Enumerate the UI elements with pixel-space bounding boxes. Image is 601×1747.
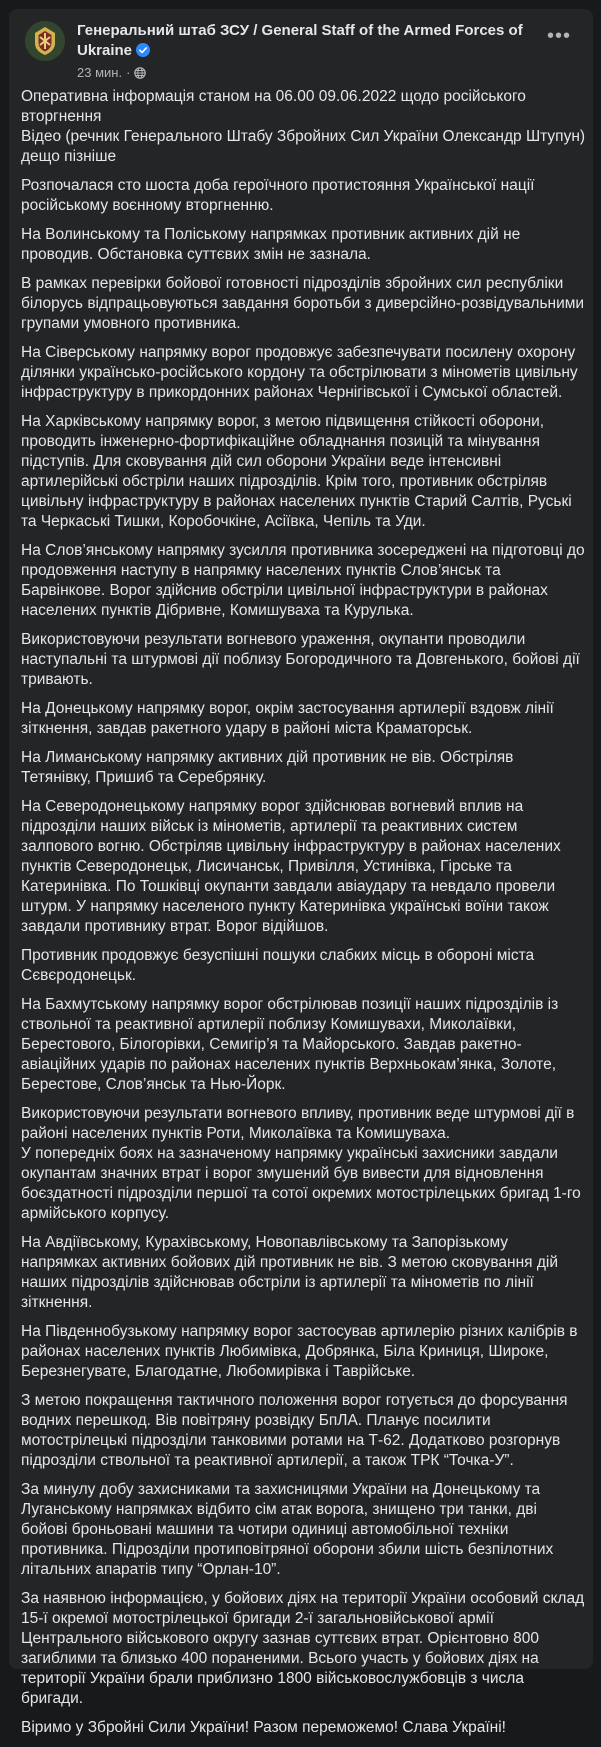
- post-paragraph: На Бахмутському напрямку ворог обстрілював позиції наших підрозділів із ствольної та реактивної артилерії поблизу Комишувахи, Миколаївки, Берестового, Білогорівки, Семигір’я та Майорського. Завдав ракетно-авіаційних ударів по районах населених пунктів Верхньокам’янка, Золоте, Берестове, Слов’янськ та Нью-Йорк.: [21, 996, 559, 1093]
- post-paragraph: На Северодонецькому напрямку ворог здійснював вогневий вплив на підрозділи наших військ із мінометів, артилерії та реактивних систем залпового вогню. Обстріляв цивільну інфраструктуру в районах населених пунктів Северодонецьк, Лисичанськ, Привілля, Устинівка, Гірське та Катеринівка. По Тошківці окупанти завдали авіаудару та невдало провели штурм. У напрямку населеного пункту Катеринівка українські воїни також завдали противнику втрат. Ворог відійшов.: [21, 798, 561, 935]
- post-header: [25, 21, 577, 83]
- post-paragraph: На Слов’янському напрямку зусилля противника зосереджені на підготовці до продовження наступу в напрямку населених пунктів Слов’янськ та Барвінкове. Ворог здійснив обстріли цивільної інфраструктури в районах населених пунктів Дібривне, Комишуваха та Курулька.: [21, 542, 585, 619]
- post-text: [21, 87, 586, 1747]
- post-paragraph: На Авдіївському, Курахівському, Новопавлівському та Запорізькому напрямках активних бойових дій противник не вів. З метою сковування дій наших підрозділів здійснював обстріли із артилерії та мінометів по лінії зіткнення.: [21, 1234, 559, 1311]
- more-options-icon[interactable]: •••: [546, 25, 571, 47]
- post-paragraph: На Донецькому напрямку ворог, окрім застосування артилерії вздовж лінії зіткнення, завдав ракетного удару в районі міста Краматорськ.: [21, 700, 554, 737]
- post-paragraph: За минулу добу захисниками та захисницями України на Донецькому та Луганському напрямках відбито сім атак ворога, знищено три танки, дві бойові броньовані машини та чотири одиниці автомобільної техніки противника. Підрозділи протиповітряної оборони збили шість безпілотних літальних апаратів типу “Орлан-10”.: [21, 1481, 554, 1578]
- page-name[interactable]: Генеральний штаб ЗСУ / General Staff of the Armed Forces of Ukraine: [77, 22, 523, 59]
- post-paragraph: На Волинському та Поліському напрямках противник активних дій не проводив. Обстановка суттєвих змін не зазнала.: [21, 226, 521, 263]
- post-paragraph: Противник продовжує безуспішні пошуки слабких місць в обороні міста Сєвєродонецьк.: [21, 947, 535, 984]
- post-paragraph: На Сіверському напрямку ворог продовжує забезпечувати посилену охорону ділянки українсько-російського кордону та обстрілювати з мінометів цивільну інфраструктуру в прикордонних районах Чернігівської і Сумської областей.: [21, 344, 578, 401]
- post-paragraph: За наявною інформацією, у бойових діях на території України особовий склад 15-ї окремої мотострілецької бригади 2-ї загальновійськової армії Центрального військового округу зазнав суттєвих втрат. Орієнтовно 800 загиблими та близько 400 пораненими. Всього участь у бойових діях на території України брали приблизно 1800 військовослужбовців з числа бригади.: [21, 1590, 585, 1707]
- post-paragraph: В рамках перевірки бойової готовності підрозділів збройних сил республіки білорусь відпрацьовуються завдання боротьби з диверсійно-розвідувальними групами умовного противника.: [21, 275, 585, 332]
- post-paragraph: З метою покращення тактичного положення ворог готується до форсування водних перешкод. Вів повітряну розвідку БпЛА. Планує посилити мотострілецькі підрозділи танковими ротами на Т-62. Додатково розгорнув підрозділи ствольної та реактивної артилерії, а також ТРК “Точка-У”.: [21, 1392, 568, 1469]
- post-timestamp[interactable]: 23 мин.: [77, 65, 123, 80]
- post-meta: [77, 65, 146, 83]
- verified-badge-icon: [136, 43, 150, 63]
- post-paragraph: Використовуючи результати вогневого ураження, окупанти проводили наступальні та штурмові дії поблизу Богородичного та Довгенького, бойові дії тривають.: [21, 631, 580, 688]
- post-paragraph: Використовуючи результати вогневого впливу, противник веде штурмові дії в районі населених пунктів Роти, Миколаївка та Комишуваха. У попередніх боях на зазначеному напрямку українські захисники завдали окупантам значних втрат і ворог змушений був вивести для відновлення боєздатності підрозділи першої та сотої окремих мотострілецьких бригад 1-го армійського корпусу.: [21, 1105, 581, 1222]
- coat-of-arms-icon[interactable]: [25, 21, 65, 61]
- post-paragraph: На Лиманському напрямку активних дій противник не вів. Обстріляв Тетянівку, Пришиб та Серебрянку.: [21, 749, 514, 786]
- post-paragraph: На Харківському напрямку ворог, з метою підвищення стійкості оборони, проводить інженерно-фортифікаційне обладнання позицій та мінування підступів. Для сковування дій сил оборони України веде інтенсивні артилерійські обстріли наших підрозділів. Крім того, противник обстріляв цивільну інфраструктуру в районах населених пунктів Старий Салтів, Руські та Черкаські Тишки, Коробочкіне, Асіївка, Чепіль та Уди.: [21, 413, 572, 530]
- post-paragraph: На Південнобузькому напрямку ворог застосував артилерію різних калібрів в районах населених пунктів Любимівка, Добрянка, Біла Криниця, Широке, Березнегувате, Благодатне, Любомирівка і Таврійське.: [21, 1323, 578, 1380]
- meta-separator: ·: [126, 65, 131, 80]
- post-paragraph: Віримо у Збройні Сили України! Разом переможемо! Слава Україні!: [21, 1719, 506, 1736]
- post-card: [9, 9, 593, 1736]
- post-paragraph: Розпочалася сто шоста доба героїчного протистояння Української нації російському воєнному вторгненню.: [21, 177, 535, 214]
- page-name-link[interactable]: [77, 21, 547, 63]
- globe-icon[interactable]: [134, 67, 146, 83]
- post-paragraph: Оперативна інформація станом на 06.00 09.06.2022 щодо російського вторгнення Відео (речник Генерального Штабу Збройних Сил України Олександр Штупун) дещо пізніше: [21, 88, 586, 165]
